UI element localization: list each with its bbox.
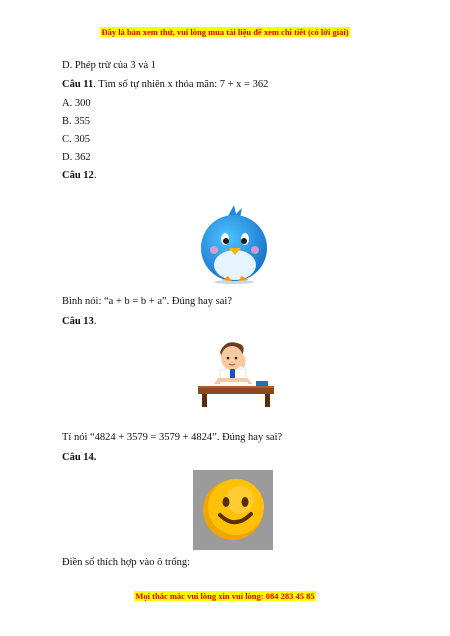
header-notice xyxy=(0,27,450,37)
question-11-option-d: D. 362 xyxy=(62,152,91,163)
footer-notice xyxy=(0,591,450,601)
question-14-label: Câu 14. xyxy=(62,452,97,463)
question-12-dot: . xyxy=(93,170,97,181)
question-13-label: Câu 13 xyxy=(62,316,94,327)
option-d-previous: D. Phép trừ của 3 và 1 xyxy=(62,60,157,71)
question-11-option-a: A. 300 xyxy=(62,98,91,109)
question-11-option-b: B. 355 xyxy=(62,116,91,127)
header-notice-text: Đây là bản xem thử, vui lòng mua tài liệu để xem chi tiết (có lời giải) xyxy=(101,27,349,37)
question-13-dot: . xyxy=(93,316,97,327)
question-11-text: . Tìm số tự nhiên x thỏa mãn: 7 + x = 362 xyxy=(93,79,269,90)
question-12-text: Bình nói: “a + b = b + a”. Đúng hay sai? xyxy=(62,296,232,307)
question-12-label: Câu 12 xyxy=(62,170,94,181)
question-12-heading xyxy=(62,170,96,181)
question-11 xyxy=(62,79,268,90)
question-13-text: Tí nói “4824 + 3579 = 3579 + 4824”. Đúng hay sai? xyxy=(62,432,283,443)
blue-bird-icon xyxy=(198,202,270,284)
question-11-label: Câu 11 xyxy=(62,79,94,90)
boy-at-desk-icon xyxy=(196,336,276,408)
question-14-heading xyxy=(62,452,96,463)
question-14-text: Điền số thích hợp vào ô trống: xyxy=(62,557,191,568)
question-13-heading xyxy=(62,316,96,327)
smiley-face-icon xyxy=(193,470,273,550)
question-11-option-c: C. 305 xyxy=(62,134,91,145)
footer-notice-text: Mọi thắc mắc vui lòng xin vui lòng: 084 283 45 85 xyxy=(135,591,315,601)
